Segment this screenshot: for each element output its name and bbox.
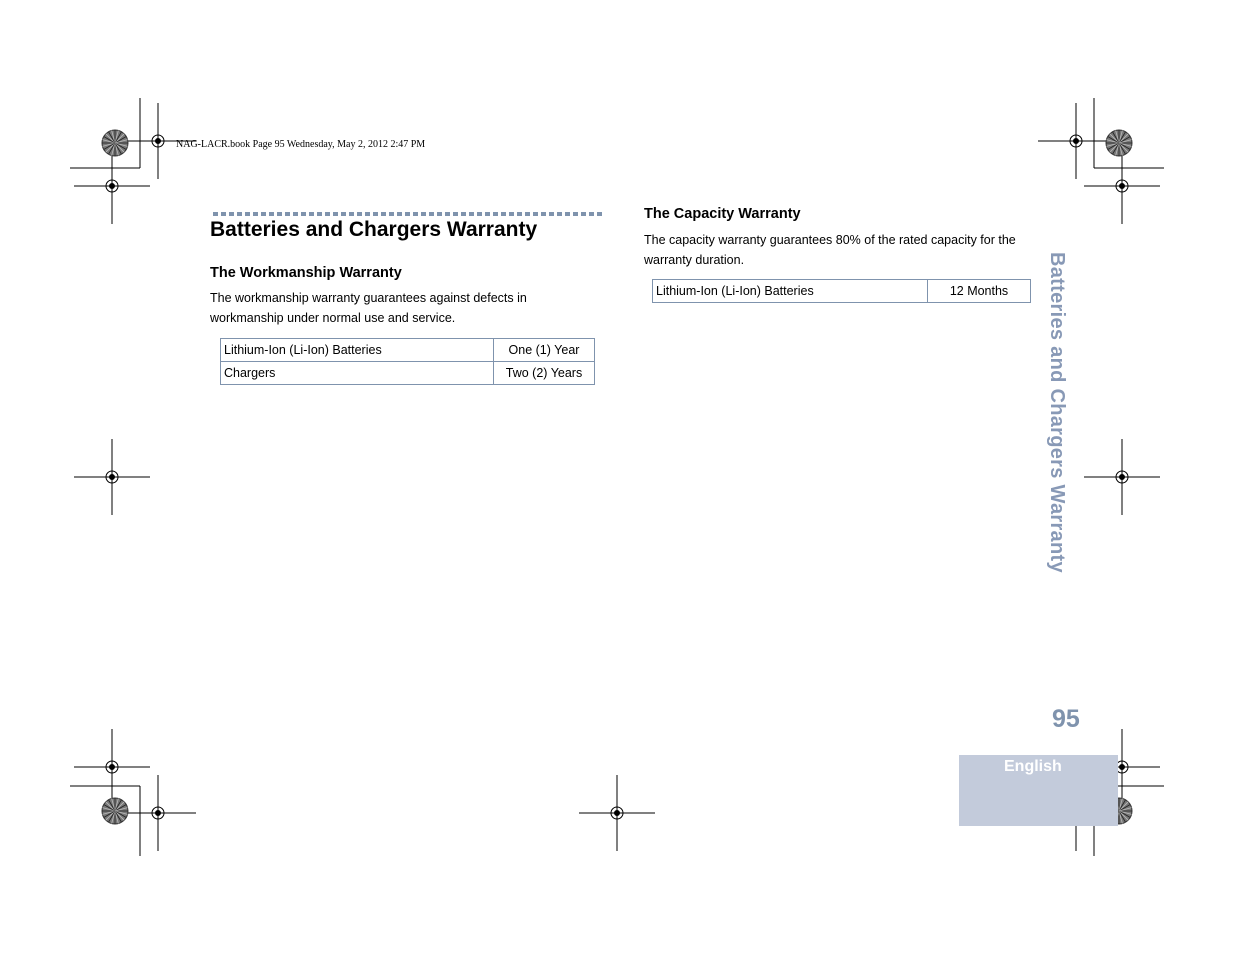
print-header: NAG-LACR.book Page 95 Wednesday, May 2, 2012 2:47 PM [176,139,426,150]
crosshair-mark [1084,439,1160,515]
capacity-table [652,279,1031,303]
capacity-body: The capacity warranty guarantees 80% of the rated capacity for the warranty duration. [644,233,1016,267]
workmanship-heading: The Workmanship Warranty [210,265,402,281]
side-chapter-title [1045,252,1085,597]
side-chapter-title-text: Batteries and Chargers Warranty [1046,252,1068,573]
table-cell-item: Chargers [221,362,494,385]
table-row [221,339,595,362]
crosshair-mark [74,439,150,515]
table-cell-term: Two (2) Years [494,362,595,385]
page-number: 95 [1052,705,1080,733]
crosshair-mark [579,775,655,851]
starburst-mark [102,798,128,824]
table-cell-term: 12 Months [928,280,1031,303]
starburst-mark [102,130,128,156]
workmanship-table [220,338,595,385]
language-tab-label: English [1004,758,1062,775]
page-title: Batteries and Chargers Warranty [210,218,538,241]
starburst-mark [1106,130,1132,156]
language-tab [959,755,1118,826]
table-cell-term: One (1) Year [494,339,595,362]
workmanship-body: The workmanship warranty guarantees against defects in workmanship under normal use and service. [210,291,527,325]
section-divider [213,212,603,216]
crosshair-mark [74,148,150,224]
capacity-heading: The Capacity Warranty [644,206,801,222]
crosshair-mark [74,729,150,805]
table-row [653,280,1031,303]
crosshair-mark [1084,148,1160,224]
table-cell-item: Lithium-Ion (Li-Ion) Batteries [653,280,928,303]
table-cell-item: Lithium-Ion (Li-Ion) Batteries [221,339,494,362]
table-row [221,362,595,385]
